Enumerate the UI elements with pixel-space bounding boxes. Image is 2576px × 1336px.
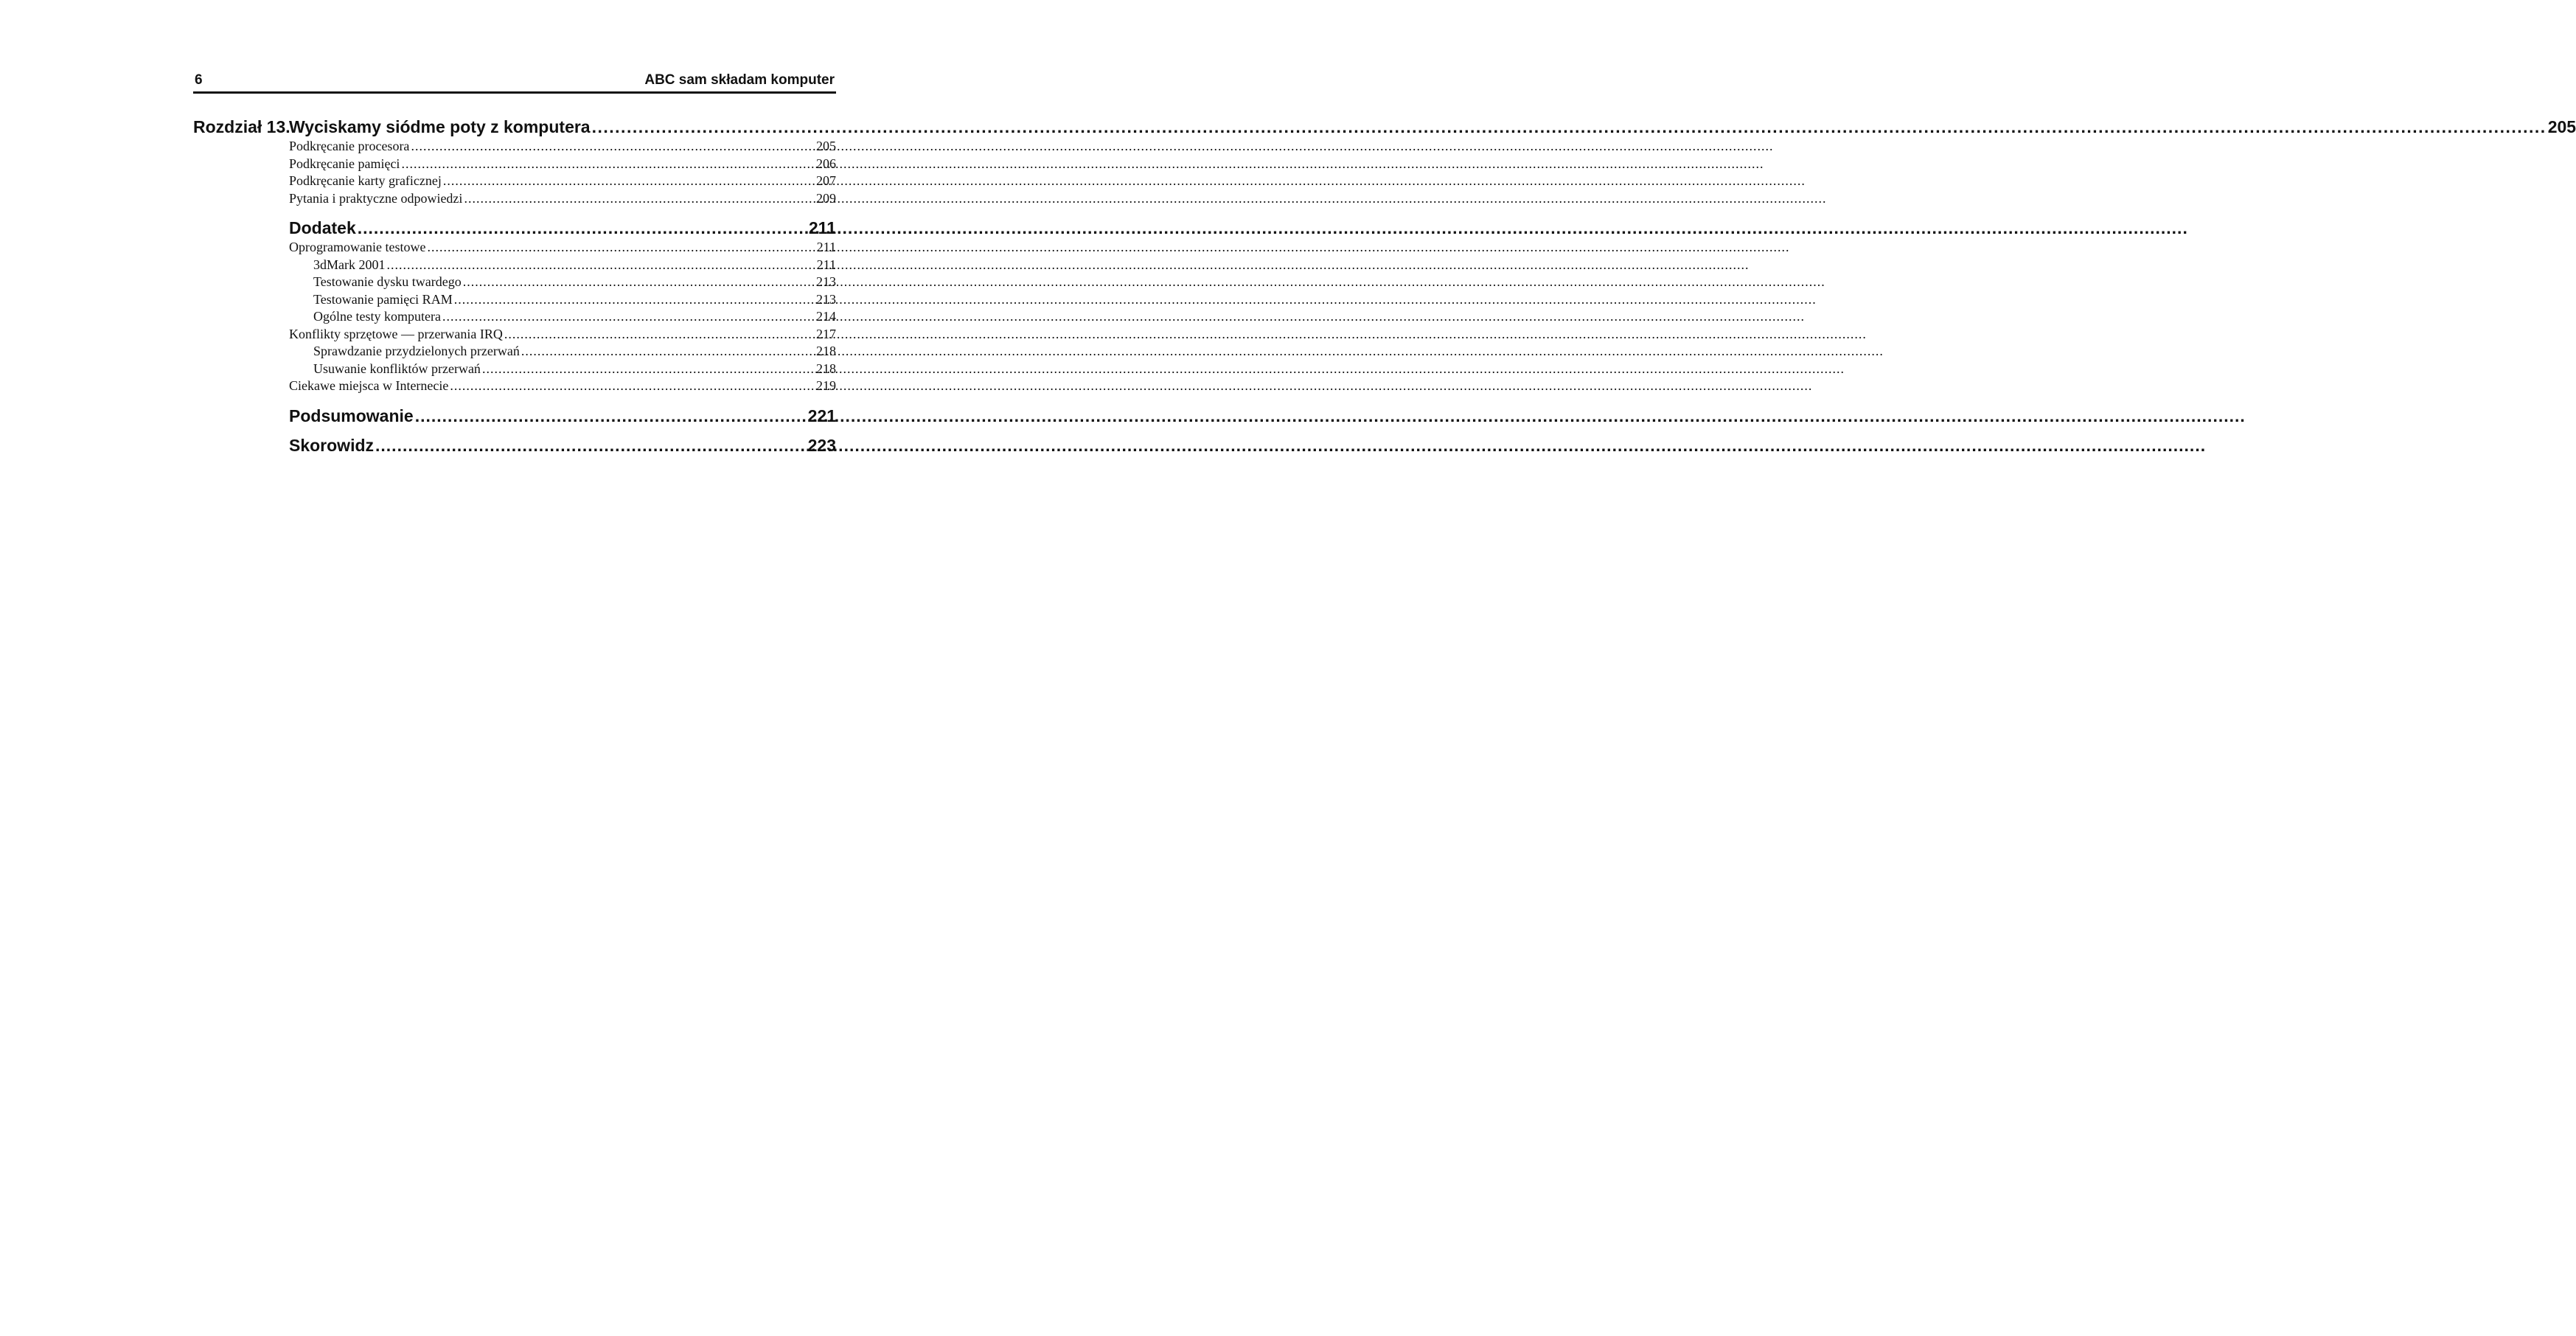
index-page: 223 xyxy=(807,435,836,455)
book-page xyxy=(193,71,2576,456)
dot-leader xyxy=(358,217,807,239)
section-page: 211 xyxy=(816,240,836,254)
dot-leader xyxy=(521,343,815,361)
running-header xyxy=(193,71,836,94)
section-page: 209 xyxy=(816,190,836,206)
chapter-page: 205 xyxy=(2547,117,2576,136)
section-title: Podkręcanie procesora xyxy=(289,139,410,153)
toc-summary[interactable] xyxy=(289,405,836,427)
section-title: Oprogramowanie testowe xyxy=(289,240,426,254)
toc-appendix[interactable] xyxy=(289,217,836,239)
summary-title: Podsumowanie xyxy=(289,406,414,425)
chapter-13-sections xyxy=(289,138,836,207)
subsection-title: Testowanie dysku twardego xyxy=(313,274,462,289)
toc-subsection[interactable] xyxy=(289,274,836,291)
toc-section[interactable] xyxy=(289,239,836,257)
toc-subsection[interactable] xyxy=(289,257,836,274)
subsection-page: 214 xyxy=(816,309,836,324)
toc-section[interactable] xyxy=(289,378,836,395)
section-title: Podkręcanie pamięci xyxy=(289,156,400,171)
summary-page: 221 xyxy=(807,406,836,425)
toc-subsection[interactable] xyxy=(289,308,836,326)
subsection-title: Ogólne testy komputera xyxy=(313,309,441,324)
section-page: 207 xyxy=(816,173,836,188)
dot-leader xyxy=(411,138,815,156)
chapter-label: Rozdział 13. xyxy=(193,117,290,136)
subsection-page: 218 xyxy=(816,361,836,376)
dot-leader xyxy=(450,378,815,395)
section-title: Konflikty sprzętowe — przerwania IRQ xyxy=(289,326,503,341)
table-of-contents xyxy=(193,116,2576,456)
toc-section[interactable] xyxy=(289,138,836,156)
section-page: 205 xyxy=(816,139,836,153)
subsection-page: 213 xyxy=(816,274,836,289)
section-title: Pytania i praktyczne odpowiedzi xyxy=(289,190,463,206)
toc-section[interactable] xyxy=(289,173,836,190)
appendix-page: 211 xyxy=(808,218,836,237)
toc-subsection[interactable] xyxy=(289,343,836,361)
dot-leader xyxy=(387,257,815,274)
dot-leader xyxy=(504,326,815,344)
page-number: 6 xyxy=(195,72,203,88)
dot-leader xyxy=(375,434,807,456)
toc-subsection[interactable] xyxy=(289,291,836,309)
chapter-entry xyxy=(289,116,2576,138)
section-page: 219 xyxy=(816,378,836,393)
dot-leader xyxy=(401,156,815,173)
toc-section[interactable] xyxy=(289,326,836,344)
subsection-title: Sprawdzanie przydzielonych przerwań xyxy=(313,344,520,358)
subsection-title: Usuwanie konfliktów przerwań xyxy=(313,361,481,376)
subsection-page: 211 xyxy=(816,257,836,272)
subsection-page: 218 xyxy=(816,344,836,358)
section-title: Ciekawe miejsca w Internecie xyxy=(289,378,449,393)
toc-section[interactable] xyxy=(289,156,836,173)
book-title: ABC sam składam komputer xyxy=(644,72,835,88)
index-title: Skorowidz xyxy=(289,435,375,455)
dot-leader xyxy=(454,291,815,309)
dot-leader xyxy=(415,405,807,427)
dot-leader xyxy=(427,239,815,257)
appendix-title: Dodatek xyxy=(289,218,356,237)
subsection-page: 213 xyxy=(816,291,836,307)
dot-leader xyxy=(442,308,815,326)
dot-leader xyxy=(592,116,2547,138)
section-title: Podkręcanie karty graficznej xyxy=(289,173,442,188)
subsection-title: Testowanie pamięci RAM xyxy=(313,291,453,307)
dot-leader xyxy=(464,190,815,208)
dot-leader xyxy=(443,173,815,190)
toc-chapter-13[interactable] xyxy=(193,116,2576,138)
section-page: 206 xyxy=(816,156,836,171)
chapter-title: Wyciskamy siódme poty z komputera xyxy=(289,117,591,136)
dot-leader xyxy=(463,274,815,291)
subsection-title: 3dMark 2001 xyxy=(313,257,386,272)
toc-subsection[interactable] xyxy=(289,361,836,378)
toc-section[interactable] xyxy=(289,190,836,208)
appendix-sections xyxy=(289,239,836,395)
dot-leader xyxy=(482,361,815,378)
section-page: 217 xyxy=(816,326,836,341)
toc-index[interactable] xyxy=(289,434,836,456)
